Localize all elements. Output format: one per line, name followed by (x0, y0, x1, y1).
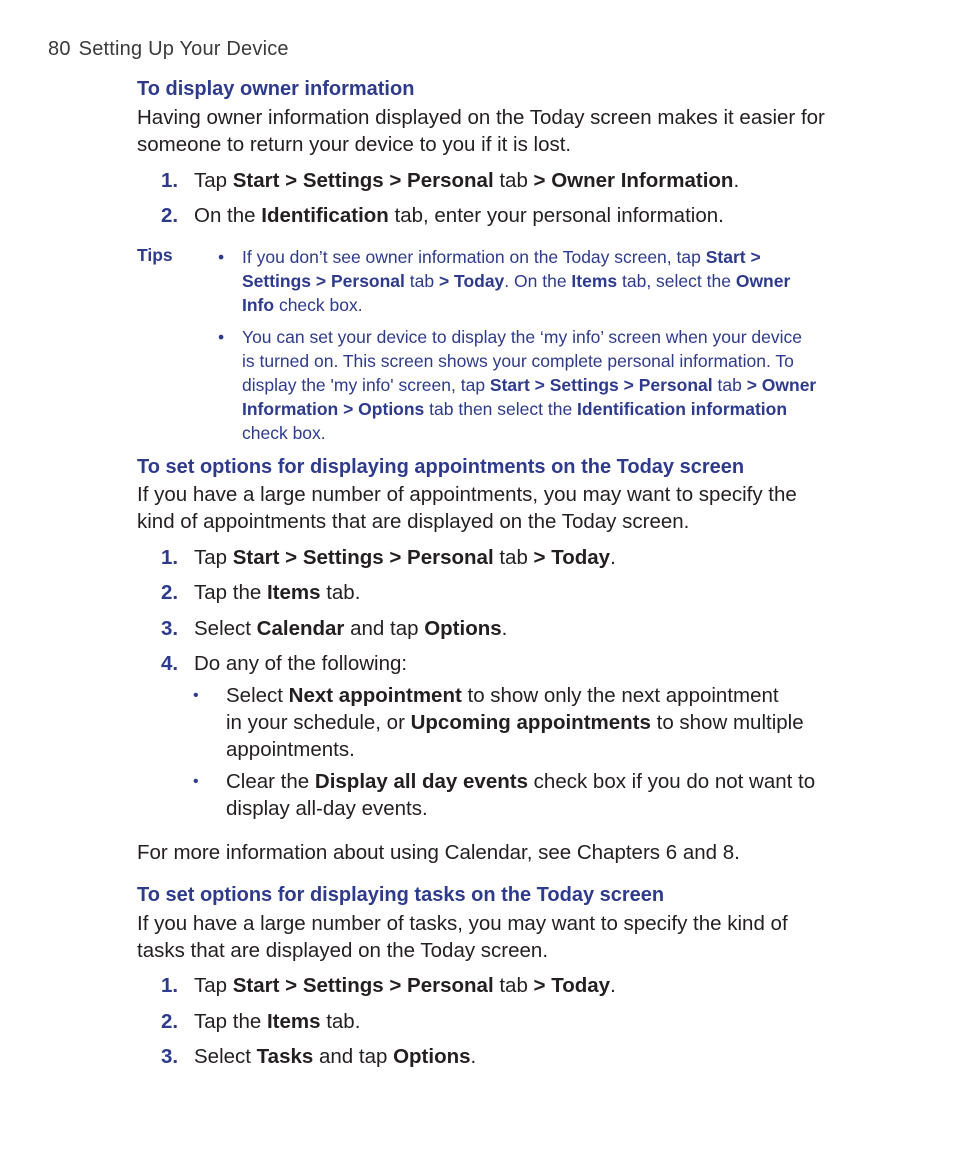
step-text-part: tab (493, 546, 534, 569)
menu-path: > Today (438, 271, 505, 291)
bullet-text-part: check box if you do not want to (527, 770, 816, 793)
bullet-line: display all-day events. (226, 797, 428, 820)
bullet-line (226, 768, 851, 795)
menu-path: Start > Settings > Personal (232, 546, 494, 569)
option-name: Next appointment (288, 684, 462, 707)
step-number: 1. (161, 974, 179, 997)
appointments-intro (137, 481, 877, 535)
step-number: 3. (161, 617, 179, 640)
page-number: 80 (48, 38, 71, 60)
menu-path: > Today (533, 546, 611, 569)
section-title: Setting Up Your Device (78, 38, 289, 60)
step-text-part: Tap (194, 169, 233, 192)
option-name: Options (424, 617, 502, 640)
bullet-line: appointments. (226, 738, 355, 761)
step-number: 2. (161, 581, 179, 604)
tab-name: Items (266, 581, 321, 604)
bullet-icon: • (218, 247, 225, 267)
step-text-part: . (733, 169, 740, 192)
step-text-part: tab. (320, 581, 361, 604)
tip-1-line-1 (242, 245, 862, 269)
menu-path: Information > Options (242, 399, 425, 419)
option-name: Tasks (256, 1045, 314, 1068)
step-text: Do any of the following: (194, 652, 408, 675)
option-name: Info (242, 295, 275, 315)
option-name: Display all day events (314, 770, 528, 793)
step-text-part: tab, enter your personal information. (388, 204, 724, 227)
tip-text-part: display the 'my info' screen, tap (242, 375, 490, 395)
tasks-intro (137, 910, 877, 964)
step-text-part: and tap (344, 617, 425, 640)
option-name: Upcoming appointments (410, 711, 651, 734)
step-number: 4. (161, 652, 179, 675)
option-name: Identification information (577, 399, 788, 419)
step-text-part: . (501, 617, 508, 640)
menu-path: Start > Settings > Personal (232, 974, 494, 997)
step-text-part: tab (493, 169, 534, 192)
owner-intro (137, 104, 877, 158)
tab-name: Items (266, 1010, 321, 1033)
step-text (194, 615, 507, 642)
bullet-text-part: to show multiple (650, 711, 804, 734)
menu-path: Start > Settings > Personal (232, 169, 494, 192)
bullet-line (226, 682, 851, 709)
bullet-text-part: Select (226, 684, 289, 707)
heading-appointments: To set options for displaying appointments on the Today screen (137, 456, 745, 478)
tip-1-line-3 (242, 293, 862, 317)
step-text (194, 167, 739, 194)
tip-2-line-2: is turned on. This screen shows your complete personal information. To (242, 351, 794, 371)
bullet-icon: • (193, 687, 199, 704)
bullet-text (226, 768, 851, 822)
option-name: Owner (735, 271, 791, 291)
running-header (48, 38, 289, 61)
menu-path: > Owner Information (533, 169, 734, 192)
calendar-more-info: For more information about using Calendar, see Chapters 6 and 8. (137, 841, 740, 864)
step-text-part: . (470, 1045, 477, 1068)
step-text-part: Tap (194, 546, 233, 569)
tip-1-text (242, 245, 862, 317)
step-text (194, 202, 724, 229)
step-text-part: . (610, 974, 616, 997)
tab-name: Items (571, 271, 618, 291)
bullet-text (226, 682, 851, 763)
tip-text-part: tab (712, 375, 747, 395)
bullet-icon: • (218, 327, 225, 347)
heading-owner-information: To display owner information (137, 78, 415, 100)
tasks-intro-line-1: If you have a large number of tasks, you may want to specify the kind of (137, 912, 788, 935)
menu-path: Start > (705, 247, 761, 267)
step-text (194, 972, 616, 999)
tip-2-line-1: You can set your device to display the ‘my info’ screen when your device (242, 327, 802, 347)
bullet-icon: • (193, 773, 199, 790)
option-name: Calendar (256, 617, 345, 640)
step-text-part: Tap the (194, 581, 267, 604)
tip-2-line-3 (242, 373, 862, 397)
step-number: 1. (161, 546, 179, 569)
tip-text-part: tab (404, 271, 439, 291)
tip-text-part: If you don’t see owner information on the Today screen, tap (242, 247, 706, 267)
tip-2-text (242, 325, 862, 445)
step-number: 1. (161, 169, 179, 192)
bullet-text-part: in your schedule, or (226, 711, 411, 734)
menu-path: > Today (533, 974, 611, 997)
owner-intro-line-2: someone to return your device to you if it is lost. (137, 133, 572, 156)
tip-text-part: check box. (274, 295, 363, 315)
tasks-intro-line-2: tasks that are displayed on the Today screen. (137, 939, 549, 962)
owner-intro-line-1: Having owner information displayed on the Today screen makes it easier for (137, 106, 825, 129)
option-name: Options (393, 1045, 471, 1068)
menu-path: Start > Settings > Personal (489, 375, 713, 395)
step-text-part: Tap the (194, 1010, 267, 1033)
menu-path: Settings > Personal (242, 271, 405, 291)
tip-2-line-4 (242, 397, 862, 421)
step-text-part: tab (493, 974, 534, 997)
bullet-text-part: Clear the (226, 770, 315, 793)
bullet-line (226, 709, 851, 736)
step-number: 2. (161, 204, 179, 227)
tips-label: Tips (137, 245, 173, 265)
step-text (194, 1008, 360, 1035)
appointments-intro-line-1: If you have a large number of appointments, you may want to specify the (137, 483, 797, 506)
tip-text-part: tab then select the (424, 399, 578, 419)
step-text-part: tab. (320, 1010, 361, 1033)
tip-text-part: tab, select the (617, 271, 736, 291)
tab-name: Identification (261, 204, 389, 227)
tip-1-line-2 (242, 269, 862, 293)
step-text-part: Select (194, 617, 257, 640)
step-number: 2. (161, 1010, 179, 1033)
tip-text-part: . On the (504, 271, 572, 291)
step-text-part: and tap (313, 1045, 394, 1068)
menu-path: > Owner (746, 375, 817, 395)
appointments-intro-line-2: kind of appointments that are displayed on the Today screen. (137, 510, 690, 533)
step-text-part: . (610, 546, 616, 569)
step-text-part: Tap (194, 974, 233, 997)
bullet-text-part: to show only the next appointment (461, 684, 779, 707)
step-text (194, 579, 360, 606)
step-text (194, 544, 616, 571)
heading-tasks: To set options for displaying tasks on the Today screen (137, 884, 665, 906)
step-text-part: On the (194, 204, 262, 227)
step-number: 3. (161, 1045, 179, 1068)
step-text-part: Select (194, 1045, 257, 1068)
tip-2-line-5: check box. (242, 423, 326, 443)
step-text (194, 1043, 476, 1070)
